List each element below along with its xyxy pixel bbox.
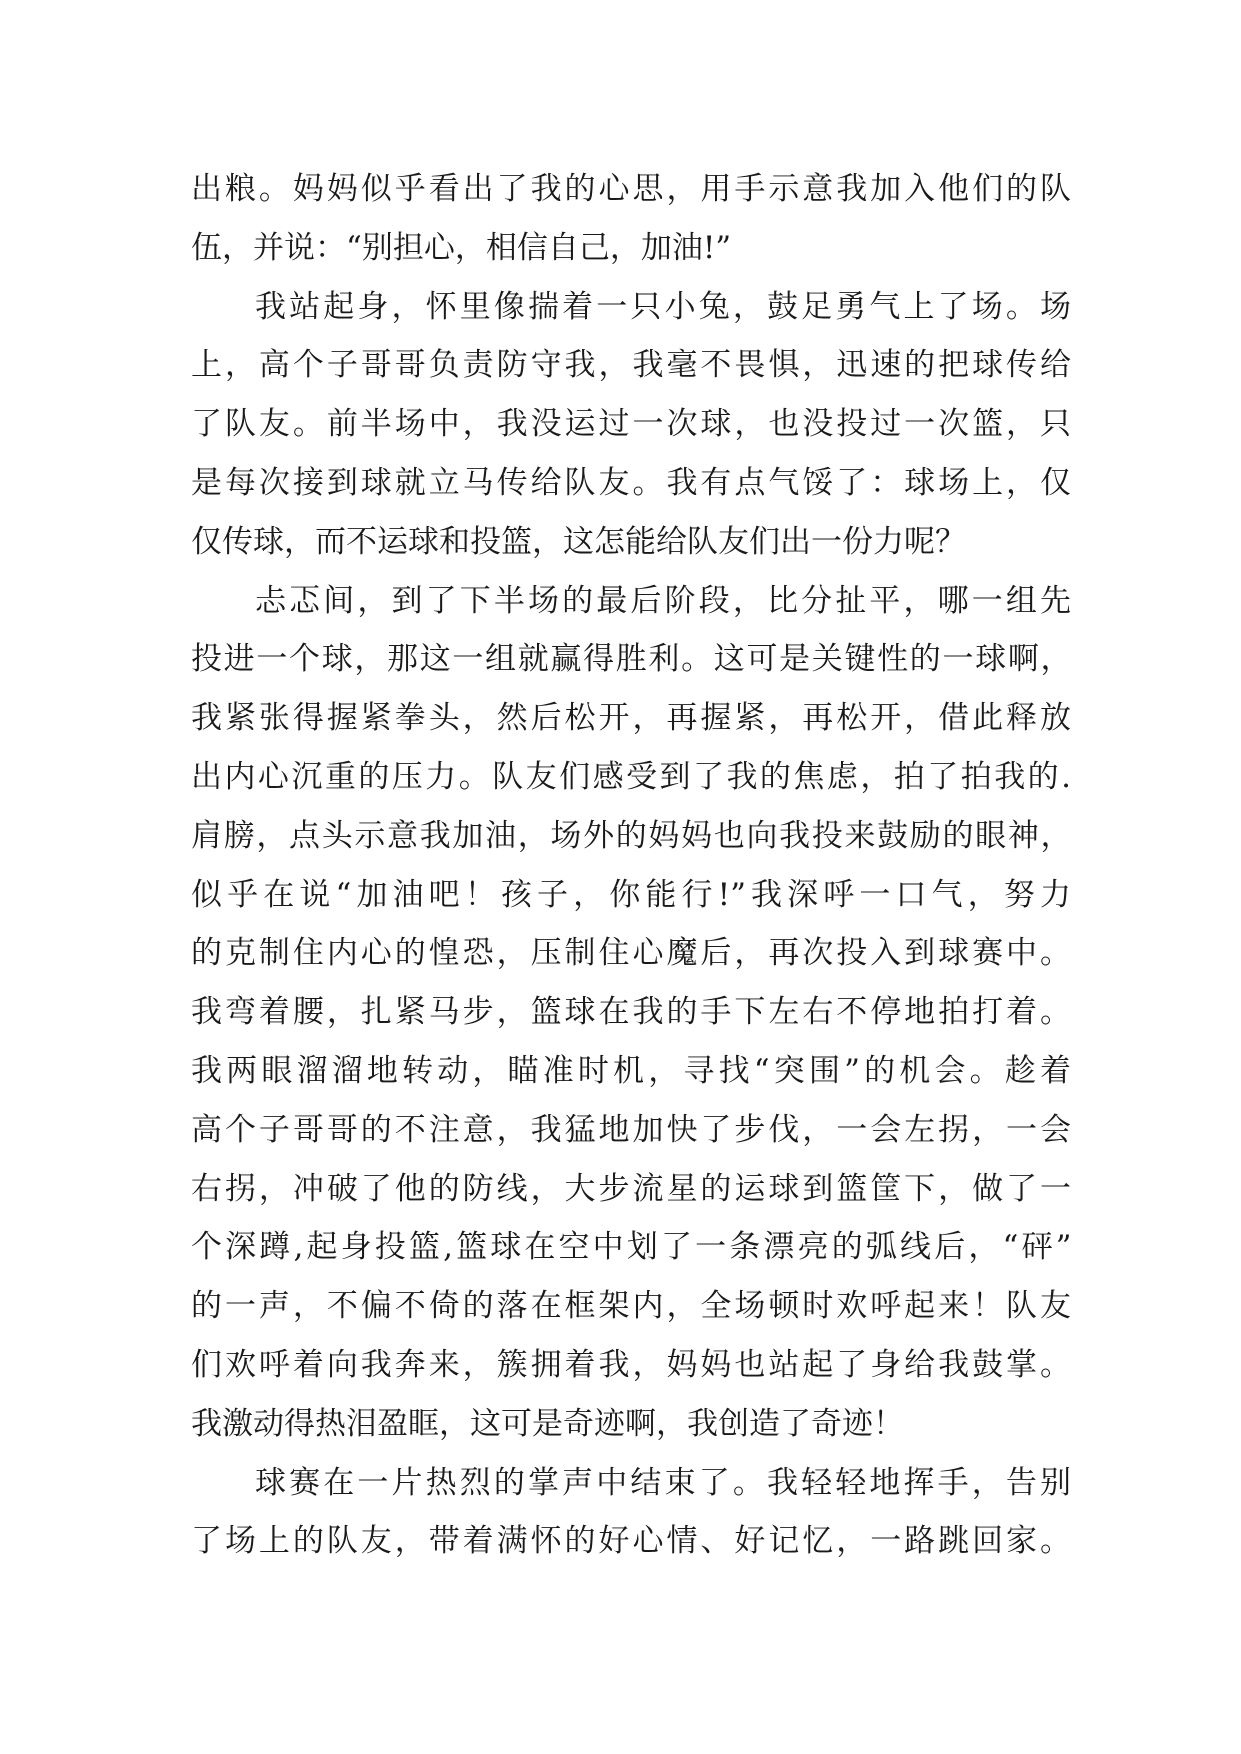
text-line: 我两眼溜溜地转动，瞄准时机，寻找“突围”的机会。趁着 <box>191 1052 1071 1089</box>
text-line: 的一声，不偏不倚的落在框架内，全场顿时欢呼起来！队友 <box>191 1288 1071 1325</box>
essay-body <box>191 160 1071 1571</box>
text-line: 肩膀，点头示意我加油，场外的妈妈也向我投来鼓励的眼神， <box>191 817 1071 854</box>
paragraph-first-line: 球赛在一片热烈的掌声中结束了。我轻轻地挥手，告别 <box>255 1464 1071 1501</box>
text-line: 出粮。妈妈似乎看出了我的心思，用手示意我加入他们的队 <box>191 171 1071 207</box>
text-line: 了队友。前半场中，我没运过一次球，也没投过一次篮，只 <box>191 406 1071 443</box>
text-line: 了场上的队友，带着满怀的好心情、好记忆，一路跳回家。 <box>191 1523 1071 1560</box>
text-line: 的克制住内心的惶恐，压制住心魔后，再次投入到球赛中。 <box>191 935 1071 972</box>
text-line: 我紧张得握紧拳头，然后松开，再握紧，再松开，借此释放 <box>191 700 1071 737</box>
text-line: 投进一个球，那这一组就赢得胜利。这可是关键性的一球啊， <box>191 641 1071 678</box>
text-line: 伍，并说：“别担心，相信自己，加油!” <box>191 229 732 266</box>
text-line: 是每次接到球就立马传给队友。我有点气馁了：球场上，仅 <box>191 464 1071 501</box>
text-line: 右拐，冲破了他的防线，大步流星的运球到篮筐下，做了一 <box>191 1170 1071 1207</box>
text-line: 个深蹲,起身投篮,篮球在空中划了一条漂亮的弧线后，“砰” <box>191 1229 1071 1266</box>
paragraph-first-line: 忐忑间，到了下半场的最后阶段，比分扯平，哪一组先 <box>255 582 1071 619</box>
text-line: 出内心沉重的压力。队友们感受到了我的焦虑，拍了拍我的. <box>191 758 1071 795</box>
paragraph-first-line: 我站起身，怀里像揣着一只小兔，鼓足勇气上了场。场 <box>255 288 1071 325</box>
text-line: 上，高个子哥哥负责防守我，我毫不畏惧，迅速的把球传给 <box>191 347 1071 384</box>
text-line: 我弯着腰，扎紧马步，篮球在我的手下左右不停地拍打着。 <box>191 994 1071 1031</box>
text-line: 似乎在说“加油吧！孩子，你能行!”我深呼一口气，努力 <box>191 876 1071 913</box>
text-line: 我激动得热泪盈眶，这可是奇迹啊，我创造了奇迹！ <box>191 1405 904 1442</box>
text-line: 们欢呼着向我奔来，簇拥着我，妈妈也站起了身给我鼓掌。 <box>191 1346 1071 1383</box>
text-line: 高个子哥哥的不注意，我猛地加快了步伐，一会左拐，一会 <box>191 1111 1071 1148</box>
text-line: 仅传球，而不运球和投篮，这怎能给队友们出一份力呢？ <box>191 523 966 560</box>
